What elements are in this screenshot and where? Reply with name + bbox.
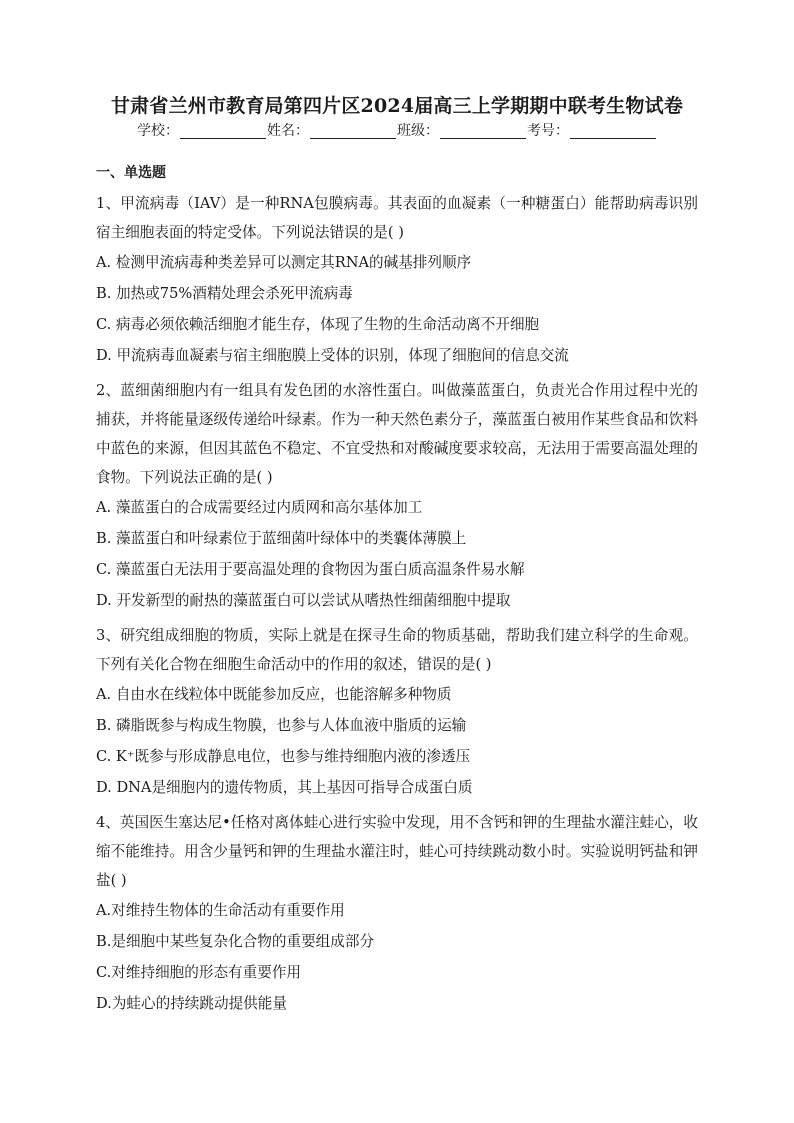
class-blank xyxy=(440,122,526,139)
option-d: D. DNA是细胞内的遗传物质，其上基因可指导合成蛋白质 xyxy=(96,779,473,796)
option-c: C. 病毒必须依赖活细胞才能生存，体现了生物的生命活动离不开细胞 xyxy=(96,316,540,333)
exam-number-label: 考号： xyxy=(527,123,569,139)
school-field xyxy=(137,120,267,142)
class-field xyxy=(397,120,527,142)
option-d: D.为蛙心的持续跳动提供能量 xyxy=(96,995,287,1012)
option-b: B. 加热或75%酒精处理会杀死甲流病毒 xyxy=(96,285,353,302)
option-a: A. 藻蓝蛋白的合成需要经过内质网和高尔基体加工 xyxy=(96,499,423,516)
page-title: 甘肃省兰州市教育局第四片区2024届高三上学期期中联考生物试卷 xyxy=(110,95,684,117)
question-3 xyxy=(96,620,698,803)
option-b: B.是细胞中某些复杂化合物的重要组成部分 xyxy=(96,933,375,950)
option-b: B. 藻蓝蛋白和叶绿素位于蓝细菌叶绿体中的类囊体薄膜上 xyxy=(96,530,467,547)
question-4 xyxy=(96,807,698,1019)
option-a: A. 自由水在线粒体中既能参加反应，也能溶解多种物质 xyxy=(96,686,452,703)
school-blank xyxy=(180,122,266,139)
name-label: 姓名： xyxy=(267,123,309,139)
option-c: C. K⁺既参与形成静息电位，也参与维持细胞内液的渗透压 xyxy=(96,748,471,765)
option-c: C. 藻蓝蛋白无法用于要高温处理的食物因为蛋白质高温条件易水解 xyxy=(96,561,525,578)
question-stem: 3、研究组成细胞的物质，实际上就是在探寻生命的物质基础，帮助我们建立科学的生命观。下列有关化合物在细胞生命活动中的作用的叙述，错误的是( ) xyxy=(96,627,698,673)
option-b: B. 磷脂既参与构成生物膜，也参与人体血液中脂质的运输 xyxy=(96,717,467,734)
name-field xyxy=(267,120,397,142)
school-label: 学校： xyxy=(137,123,179,139)
section-title: 一、单选题 xyxy=(96,165,166,181)
question-stem: 1、甲流病毒（IAV）是一种RNA包膜病毒。其表面的血凝素（一种糖蛋白）能帮助病毒识别宿主细胞表面的特定受体。下列说法错误的是( ) xyxy=(96,195,698,241)
option-d: D. 开发新型的耐热的藻蓝蛋白可以尝试从嗜热性细菌细胞中提取 xyxy=(96,592,511,609)
name-blank xyxy=(310,122,396,139)
student-info-row xyxy=(96,120,698,142)
question-stem: 4、英国医生塞达尼•任格对离体蛙心进行实验中发现，用不含钙和钾的生理盐水灌注蛙心，收缩不能维持。用含少量钙和钾的生理盐水灌注时，蛙心可持续跳动数小时。实验说明钙盐和钾盐( ) xyxy=(96,814,698,889)
question-stem: 2、蓝细菌细胞内有一组具有发色团的水溶性蛋白。叫做藻蓝蛋白，负责光合作用过程中光的捕获，并将能量逐级传递给叶绿素。作为一种天然色素分子，藻蓝蛋白被用作某些食品和饮料中蓝色的来源，但因其蓝色不稳定、不宜受热和对酸碱度要求较高，无法用于需要高温处理的食物。下列说法正确的是( ) xyxy=(96,382,698,486)
option-a: A.对维持生物体的生命活动有重要作用 xyxy=(96,902,345,919)
exam-number-field xyxy=(527,120,657,142)
option-d: D. 甲流病毒血凝素与宿主细胞膜上受体的识别，体现了细胞间的信息交流 xyxy=(96,347,569,364)
option-c: C.对维持细胞的形态有重要作用 xyxy=(96,964,302,981)
question-2 xyxy=(96,375,698,616)
option-a: A. 检测甲流病毒种类差异可以测定其RNA的碱基排列顺序 xyxy=(96,254,472,271)
question-1 xyxy=(96,188,698,371)
class-label: 班级： xyxy=(397,123,439,139)
exam-number-blank xyxy=(570,122,656,139)
